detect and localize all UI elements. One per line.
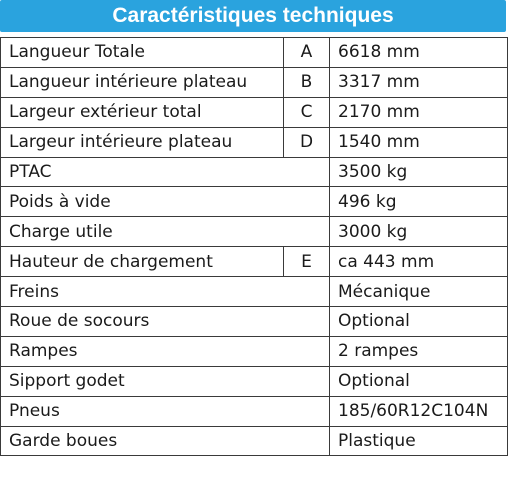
spec-value: 3500 kg	[330, 157, 508, 187]
table-row	[1, 217, 508, 247]
spec-code: B	[284, 67, 330, 97]
table-row	[1, 366, 508, 396]
spec-value: ca 443 mm	[330, 247, 508, 277]
spec-label: Largeur extérieur total	[1, 97, 284, 127]
table-row	[1, 426, 508, 456]
spec-label: Garde boues	[1, 426, 330, 456]
table-row	[1, 38, 508, 68]
spec-label: Freins	[1, 277, 330, 307]
spec-label: Roue de socours	[1, 307, 330, 337]
spec-value: Optional	[330, 366, 508, 396]
spec-code: A	[284, 38, 330, 68]
spec-label: PTAC	[1, 157, 330, 187]
table-row	[1, 277, 508, 307]
spec-label: Langueur intérieure plateau	[1, 67, 284, 97]
spec-value: 3000 kg	[330, 217, 508, 247]
spec-value: Plastique	[330, 426, 508, 456]
spec-value: 6618 mm	[330, 38, 508, 68]
specifications-table	[0, 37, 508, 456]
spec-code: E	[284, 247, 330, 277]
spec-label: Rampes	[1, 336, 330, 366]
spec-value: 1540 mm	[330, 127, 508, 157]
spec-value: Optional	[330, 307, 508, 337]
spec-label: Charge utile	[1, 217, 330, 247]
spec-label: Langueur Totale	[1, 38, 284, 68]
table-row	[1, 336, 508, 366]
spec-value: Mécanique	[330, 277, 508, 307]
table-row	[1, 247, 508, 277]
table-row	[1, 157, 508, 187]
spec-label: Hauteur de chargement	[1, 247, 284, 277]
table-row	[1, 67, 508, 97]
spec-label: Poids à vide	[1, 187, 330, 217]
spec-value: 496 kg	[330, 187, 508, 217]
table-row	[1, 307, 508, 337]
table-title: Caractéristiques techniques	[0, 0, 506, 32]
table-row	[1, 127, 508, 157]
spec-label: Pneus	[1, 396, 330, 426]
spec-label: Sipport godet	[1, 366, 330, 396]
table-row	[1, 396, 508, 426]
spec-value: 2170 mm	[330, 97, 508, 127]
table-row	[1, 97, 508, 127]
spec-code: D	[284, 127, 330, 157]
spec-value: 3317 mm	[330, 67, 508, 97]
spec-value: 185/60R12C104N	[330, 396, 508, 426]
table-row	[1, 187, 508, 217]
spec-label: Largeur intérieure plateau	[1, 127, 284, 157]
spec-value: 2 rampes	[330, 336, 508, 366]
spec-code: C	[284, 97, 330, 127]
